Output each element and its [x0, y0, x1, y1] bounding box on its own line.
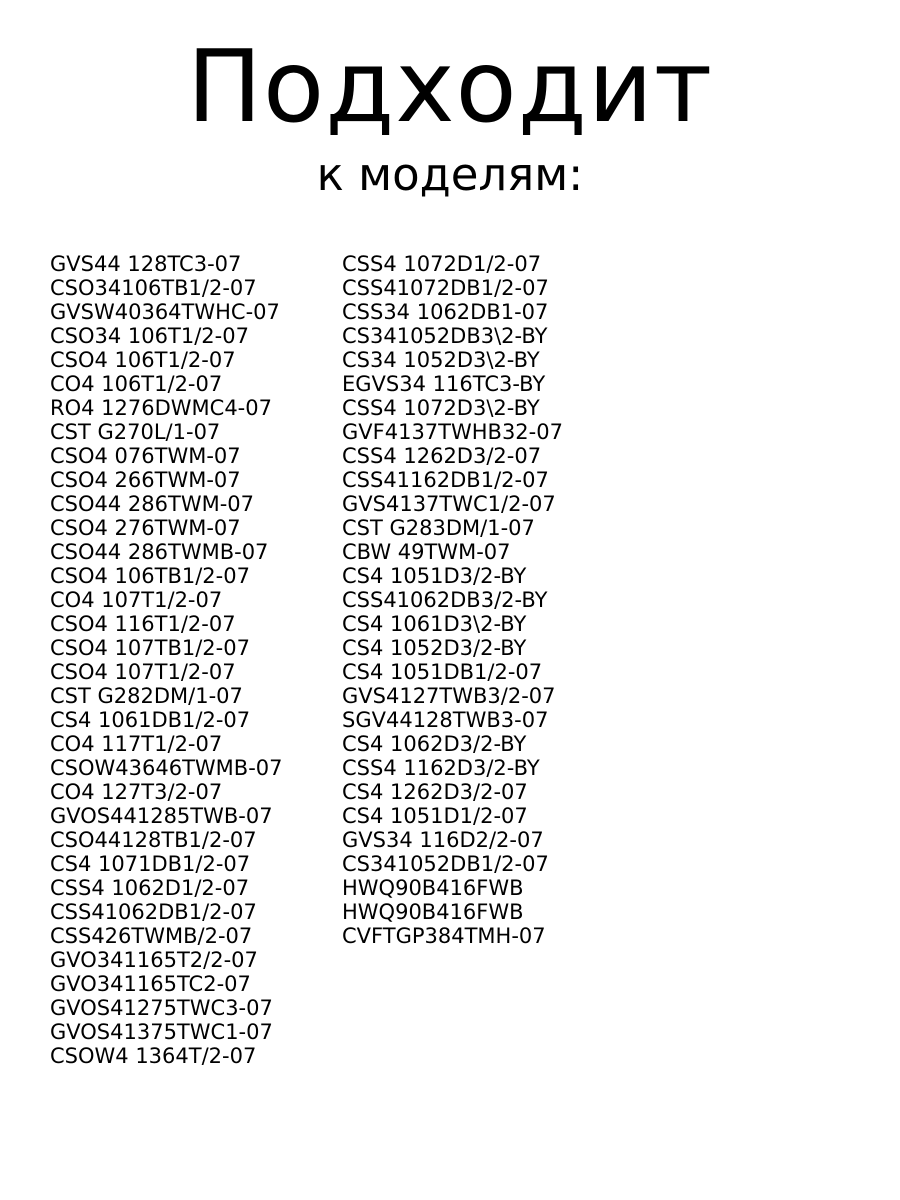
model-item: CSO44 286TWMB-07 [50, 540, 269, 564]
model-item: GVS4127TWB3/2-07 [342, 684, 556, 708]
model-item: CS4 1061DB1/2-07 [50, 708, 251, 732]
model-item: CST G282DM/1-07 [50, 684, 243, 708]
model-list-left [50, 252, 335, 1068]
model-item: CSS41062DB1/2-07 [50, 900, 257, 924]
model-item: CSS34 1062DB1-07 [342, 300, 549, 324]
model-item: CS4 1051D1/2-07 [342, 804, 528, 828]
model-item: CSS4 1072D3\2-BY [342, 396, 540, 420]
model-item: GVO341165TC2-07 [50, 972, 251, 996]
model-item: CS4 1071DB1/2-07 [50, 852, 251, 876]
model-item: CS4 1051D3/2-BY [342, 564, 527, 588]
model-item: CS4 1052D3/2-BY [342, 636, 527, 660]
model-item: CSO44128TB1/2-07 [50, 828, 257, 852]
model-item: CSO4 107T1/2-07 [50, 660, 236, 684]
model-item: CS4 1051DB1/2-07 [342, 660, 543, 684]
model-item: CS34 1052D3\2-BY [342, 348, 540, 372]
model-item: CSS4 1162D3/2-BY [342, 756, 540, 780]
model-item: GVS4137TWC1/2-07 [342, 492, 556, 516]
model-item: CSS4 1072D1/2-07 [342, 252, 542, 276]
model-item: GVOS41375TWC1-07 [50, 1020, 273, 1044]
model-item: CST G270L/1-07 [50, 420, 221, 444]
model-item: CSOW43646TWMB-07 [50, 756, 283, 780]
model-item: GVOS441285TWB-07 [50, 804, 273, 828]
model-item: HWQ90B416FWB [342, 900, 524, 924]
model-item: CBW 49TWM-07 [342, 540, 511, 564]
model-item: CSO44 286TWM-07 [50, 492, 255, 516]
model-item: CSO34106TB1/2-07 [50, 276, 257, 300]
model-item: CSOW4 1364T/2-07 [50, 1044, 257, 1068]
model-item: CS4 1061D3\2-BY [342, 612, 527, 636]
model-item: CS341052DB1/2-07 [342, 852, 549, 876]
model-list-right [342, 252, 642, 948]
model-item: CO4 107T1/2-07 [50, 588, 223, 612]
model-item: CSO4 106TB1/2-07 [50, 564, 250, 588]
model-item: CSS41062DB3/2-BY [342, 588, 548, 612]
model-item: GVS44 128TC3-07 [50, 252, 242, 276]
model-item: CS4 1262D3/2-07 [342, 780, 528, 804]
model-item: EGVS34 116TC3-BY [342, 372, 546, 396]
model-item: CSS41162DB1/2-07 [342, 468, 549, 492]
model-item: CSO4 076TWM-07 [50, 444, 241, 468]
model-item: GVSW40364TWHC-07 [50, 300, 280, 324]
model-item: CO4 106T1/2-07 [50, 372, 223, 396]
model-item: CO4 127T3/2-07 [50, 780, 223, 804]
model-item: CS341052DB3\2-BY [342, 324, 548, 348]
model-item: CSO4 116T1/2-07 [50, 612, 236, 636]
model-item: CSS4 1262D3/2-07 [342, 444, 542, 468]
model-item: CSO4 106T1/2-07 [50, 348, 236, 372]
model-item: GVOS41275TWC3-07 [50, 996, 273, 1020]
model-item: CSO34 106T1/2-07 [50, 324, 249, 348]
model-item: GVS34 116D2/2-07 [342, 828, 544, 852]
model-item: HWQ90B416FWB [342, 876, 524, 900]
model-item: CVFTGP384TMH-07 [342, 924, 546, 948]
model-item: CSS4 1062D1/2-07 [50, 876, 250, 900]
model-item: CSS426TWMB/2-07 [50, 924, 253, 948]
model-item: CO4 117T1/2-07 [50, 732, 223, 756]
model-item: CS4 1062D3/2-BY [342, 732, 527, 756]
model-item: CSO4 266TWM-07 [50, 468, 241, 492]
model-item: GVO341165T2/2-07 [50, 948, 258, 972]
model-item: CST G283DM/1-07 [342, 516, 535, 540]
page-subtitle: к моделям: [316, 148, 584, 201]
page-title: Подходит [186, 28, 714, 145]
model-item: GVF4137TWHB32-07 [342, 420, 563, 444]
model-item: CSS41072DB1/2-07 [342, 276, 549, 300]
model-item: CSO4 276TWM-07 [50, 516, 241, 540]
model-item: SGV44128TWB3-07 [342, 708, 549, 732]
model-item: CSO4 107TB1/2-07 [50, 636, 250, 660]
model-item: RO4 1276DWMC4-07 [50, 396, 272, 420]
